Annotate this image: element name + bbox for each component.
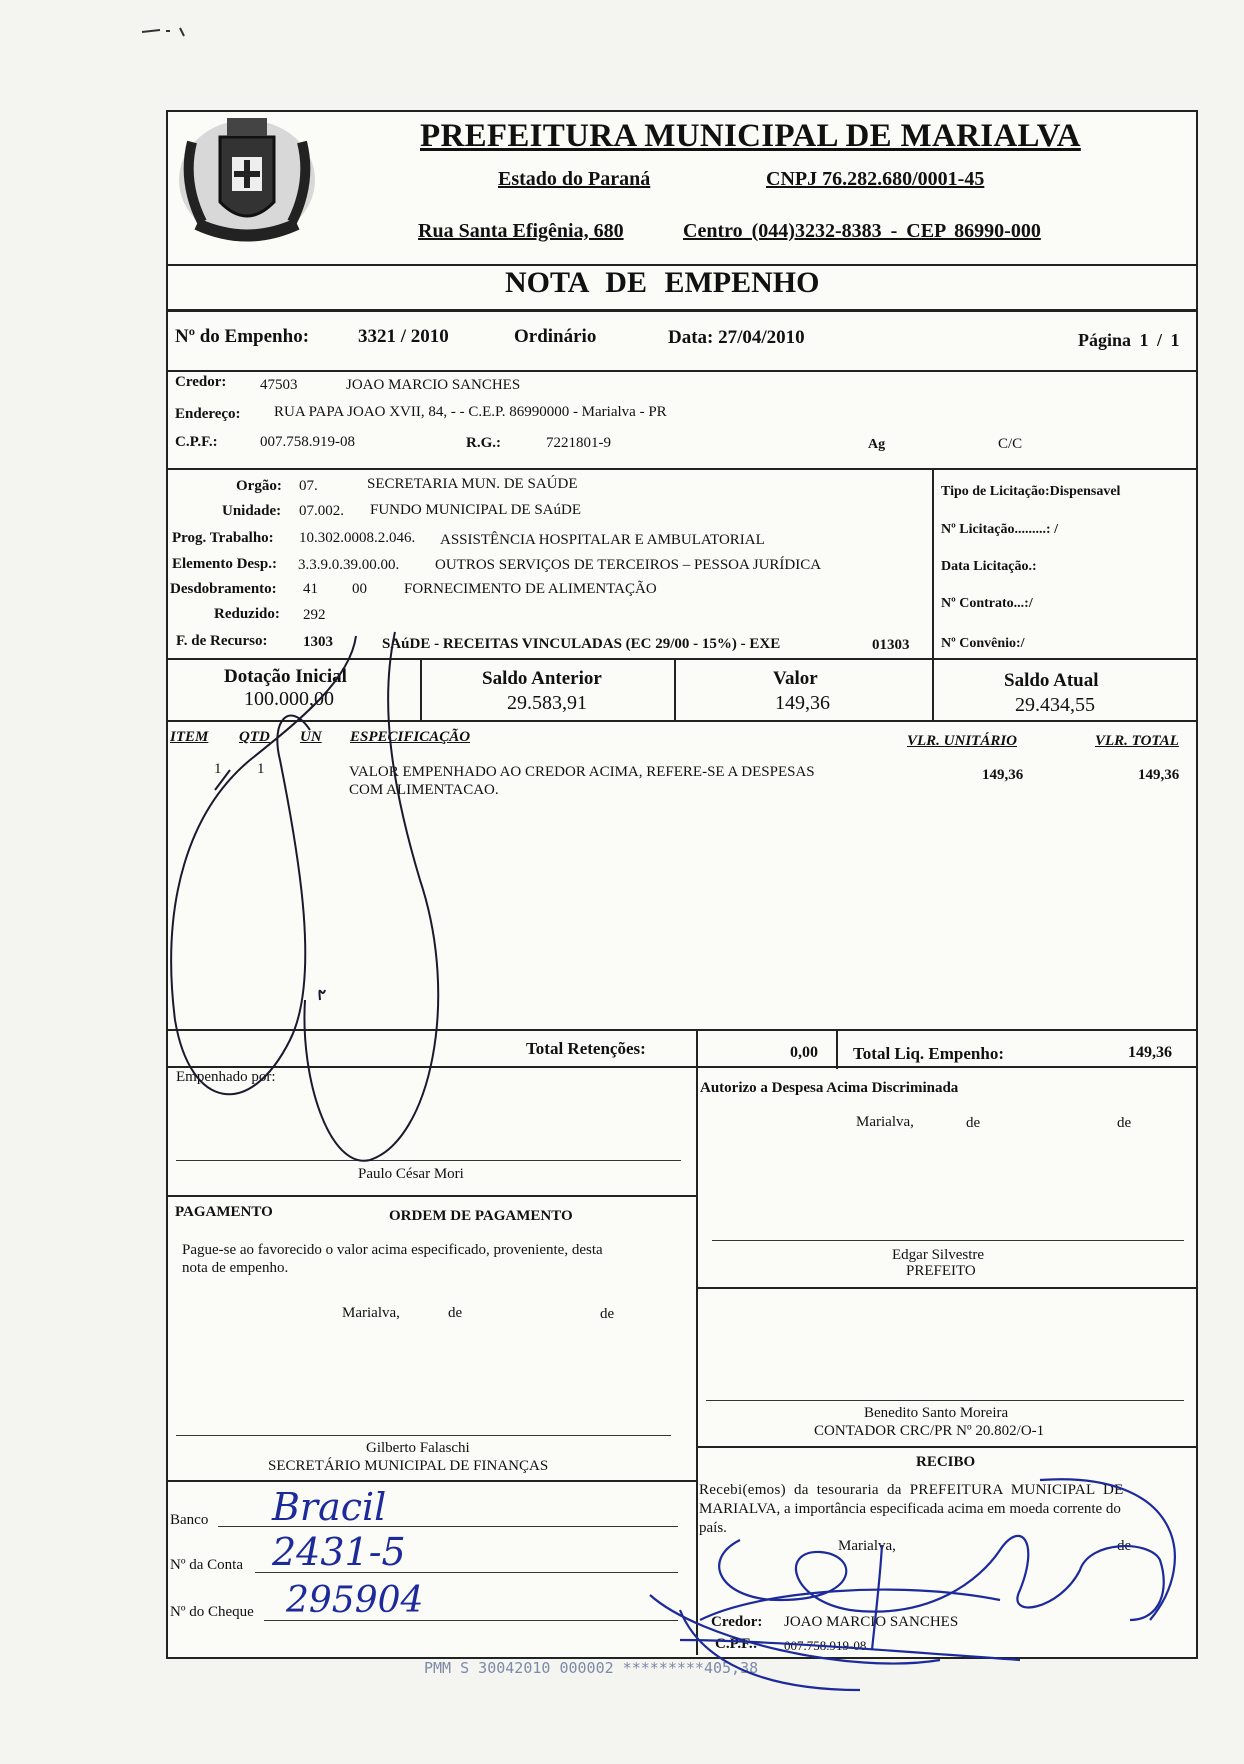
divider xyxy=(932,468,934,660)
divider xyxy=(836,1029,838,1069)
recibo-line2: MARIALVA, a importância especificada acima em moeda corrente do xyxy=(699,1501,1121,1517)
valor-label: Valor xyxy=(773,668,818,689)
divider xyxy=(166,1195,696,1197)
elemento-code: 3.3.9.0.39.00.00. xyxy=(298,557,400,573)
liq-label: Total Liq. Empenho: xyxy=(853,1044,1004,1063)
cheque-label: Nº do Cheque xyxy=(170,1604,254,1620)
cpf-label: C.P.F.: xyxy=(175,434,218,450)
prefeito-name: Edgar Silvestre xyxy=(892,1247,985,1263)
licitacao-numero: Nº Licitação.........: / xyxy=(941,522,1058,537)
recibo-city: Marialva, xyxy=(838,1538,896,1554)
account-label: C/C xyxy=(998,436,1023,452)
pagamento-label: PAGAMENTO xyxy=(175,1204,273,1220)
elemento-label: Elemento Desp.: xyxy=(172,556,277,572)
divider xyxy=(696,1287,1196,1289)
document-title: NOTA DE EMPENHO xyxy=(505,266,820,299)
divider xyxy=(166,468,1196,470)
banco-handwritten: Bracil xyxy=(272,1485,387,1529)
cheque-handwritten: 295904 xyxy=(286,1580,424,1621)
liq-value: 149,36 xyxy=(1128,1044,1172,1061)
pagamento-city: Marialva, xyxy=(342,1305,400,1321)
col-item: ITEM xyxy=(170,729,209,745)
address-label: Endereço: xyxy=(175,406,241,422)
licitacao-convenio: Nº Convênio:/ xyxy=(941,636,1025,651)
conta-handwritten: 2431-5 xyxy=(272,1530,406,1574)
divider xyxy=(166,309,1196,312)
saldo-atual-label: Saldo Atual xyxy=(1004,670,1099,691)
divider xyxy=(166,720,1196,722)
row-spec-line2: COM ALIMENTACAO. xyxy=(349,782,499,798)
credor-label: Credor: xyxy=(175,374,227,390)
recibo-line1: Recebi(emos) da tesouraria da PREFEITURA MUNICIPAL DE xyxy=(699,1482,1124,1498)
fonte-name: SAúDE - RECEITAS VINCULADAS (EC 29/00 - 15%) - EXE xyxy=(382,636,781,652)
orgao-name: SECRETARIA MUN. DE SAÚDE xyxy=(367,476,578,492)
row-spec-line1: VALOR EMPENHADO AO CREDOR ACIMA, REFERE-SE A DESPESAS xyxy=(349,764,815,780)
licitacao-data: Data Licitação.: xyxy=(941,559,1037,574)
reduzido-label: Reduzido: xyxy=(214,606,280,622)
credor-address: RUA PAPA JOAO XVII, 84, - - C.E.P. 86990000 - Marialva - PR xyxy=(274,404,667,420)
divider xyxy=(674,658,676,720)
desdobramento-code: 41 xyxy=(303,581,318,597)
saldo-anterior-value: 29.583,91 xyxy=(507,692,587,714)
state-name: Estado do Paraná xyxy=(498,168,651,190)
divider xyxy=(166,370,1196,372)
divider xyxy=(166,1480,696,1482)
cnpj: CNPJ 76.282.680/0001-45 xyxy=(766,168,985,190)
desdobramento-name: FORNECIMENTO DE ALIMENTAÇÃO xyxy=(404,581,657,597)
recibo-line3: país. xyxy=(699,1520,727,1536)
divider xyxy=(696,1446,1196,1448)
pagamento-de2: de xyxy=(600,1306,615,1322)
unidade-label: Unidade: xyxy=(222,503,282,519)
credor-cpf: 007.758.919-08 xyxy=(260,434,355,450)
pagamento-text-line1: Pague-se ao favorecido o valor acima especificado, proveniente, desta xyxy=(182,1242,603,1258)
fonte-number: 01303 xyxy=(872,637,910,653)
prefeito-role: PREFEITO xyxy=(906,1263,976,1279)
retencoes-label: Total Retenções: xyxy=(526,1039,646,1058)
municipality-title: PREFEITURA MUNICIPAL DE MARIALVA xyxy=(420,118,1081,154)
address-contact: Centro (044)3232-8383 - CEP 86990-000 xyxy=(683,220,1041,242)
row-item: 1 xyxy=(214,761,222,777)
reduzido-value: 292 xyxy=(303,607,326,623)
autorizo-de2: de xyxy=(1117,1115,1132,1131)
divider xyxy=(420,658,422,720)
autorizo-label: Autorizo a Despesa Acima Discriminada xyxy=(700,1080,959,1096)
unidade-code: 07.002. xyxy=(299,503,344,519)
saldo-atual-value: 29.434,55 xyxy=(1015,694,1095,716)
contador-role: CONTADOR CRC/PR Nº 20.802/O-1 xyxy=(814,1423,1045,1439)
contador-name: Benedito Santo Moreira xyxy=(864,1405,1009,1421)
signature-line xyxy=(712,1240,1184,1241)
divider xyxy=(166,1029,1196,1031)
row-unit-value: 149,36 xyxy=(982,767,1024,783)
credor-rg: 7221801-9 xyxy=(546,435,611,451)
empenhado-name: Paulo César Mori xyxy=(358,1166,464,1182)
recibo-credor-name: JOAO MARCIO SANCHES xyxy=(784,1614,959,1630)
dotacao-value: 100.000,00 xyxy=(244,688,334,710)
desdobramento-label: Desdobramento: xyxy=(170,581,277,597)
signature-line xyxy=(176,1435,671,1436)
col-unit-value: VLR. UNITÁRIO xyxy=(907,733,1018,749)
recibo-cpf-label: C.P.F.: xyxy=(715,1636,758,1652)
banco-label: Banco xyxy=(170,1512,209,1528)
unidade-name: FUNDO MUNICIPAL DE SAúDE xyxy=(370,502,581,518)
prog-code: 10.302.0008.2.046. xyxy=(299,530,416,546)
col-spec: ESPECIFICAÇÃO xyxy=(350,729,471,745)
prog-label: Prog. Trabalho: xyxy=(172,530,274,546)
licitacao-tipo: Tipo de Licitação:Dispensavel xyxy=(941,484,1121,499)
retencoes-value: 0,00 xyxy=(790,1044,818,1061)
divider xyxy=(166,658,1196,660)
recibo-de: de xyxy=(1117,1538,1132,1554)
pagamento-de1: de xyxy=(448,1305,463,1321)
divider xyxy=(696,1029,698,1655)
col-total-value: VLR. TOTAL xyxy=(1095,733,1179,749)
credor-code: 47503 xyxy=(260,377,298,393)
autorizo-de1: de xyxy=(966,1115,981,1131)
secretario-role: SECRETÁRIO MUNICIPAL DE FINANÇAS xyxy=(268,1458,549,1474)
secretario-name: Gilberto Falaschi xyxy=(366,1440,470,1456)
dotacao-label: Dotação Inicial xyxy=(224,666,347,687)
empenho-label: Nº do Empenho: xyxy=(175,326,310,347)
empenho-number: 3321 / 2010 xyxy=(358,326,449,347)
prog-name: ASSISTÊNCIA HOSPITALAR E AMBULATORIAL xyxy=(440,532,765,548)
conta-label: Nº da Conta xyxy=(170,1557,243,1573)
empenhado-label: Empenhado por: xyxy=(176,1069,276,1085)
empenho-date: Data: 27/04/2010 xyxy=(668,327,805,348)
saldo-anterior-label: Saldo Anterior xyxy=(482,668,602,689)
licitacao-contrato: Nº Contrato...:/ xyxy=(941,596,1033,611)
col-un: UN xyxy=(300,729,322,745)
pagamento-text-line2: nota de empenho. xyxy=(182,1260,289,1276)
coat-of-arms-logo xyxy=(172,112,322,247)
fonte-label: F. de Recurso: xyxy=(176,633,268,649)
rg-label: R.G.: xyxy=(466,435,501,451)
orgao-code: 07. xyxy=(299,478,318,494)
recibo-credor-label: Credor: xyxy=(711,1614,763,1630)
empenho-type: Ordinário xyxy=(514,326,597,347)
recibo-cpf: 007.758.919-08 xyxy=(784,1638,867,1653)
address-street: Rua Santa Efigênia, 680 xyxy=(418,220,624,242)
machine-stamp: PMM S 30042010 000002 *********405,38 xyxy=(424,1659,759,1677)
top-mark xyxy=(140,22,220,42)
fonte-code: 1303 xyxy=(303,634,333,650)
signature-line xyxy=(706,1400,1184,1401)
valor-value: 149,36 xyxy=(775,692,830,714)
divider xyxy=(932,658,934,720)
page-number: Página 1 / 1 xyxy=(1078,330,1180,350)
row-total-value: 149,36 xyxy=(1138,767,1180,783)
divider xyxy=(166,1066,1196,1068)
recibo-title: RECIBO xyxy=(916,1454,976,1470)
elemento-name: OUTROS SERVIÇOS DE TERCEIROS – PESSOA JURÍDICA xyxy=(435,557,822,573)
orgao-label: Orgão: xyxy=(236,478,282,494)
autorizo-city: Marialva, xyxy=(856,1114,914,1130)
col-qtd: QTD xyxy=(239,729,270,745)
signature-line xyxy=(176,1160,681,1161)
credor-name: JOAO MARCIO SANCHES xyxy=(346,377,521,393)
agency-label: Ag xyxy=(868,437,886,452)
ordem-label: ORDEM DE PAGAMENTO xyxy=(389,1208,573,1224)
desdobramento-sub: 00 xyxy=(352,581,367,597)
row-qtd: 1 xyxy=(257,761,265,777)
